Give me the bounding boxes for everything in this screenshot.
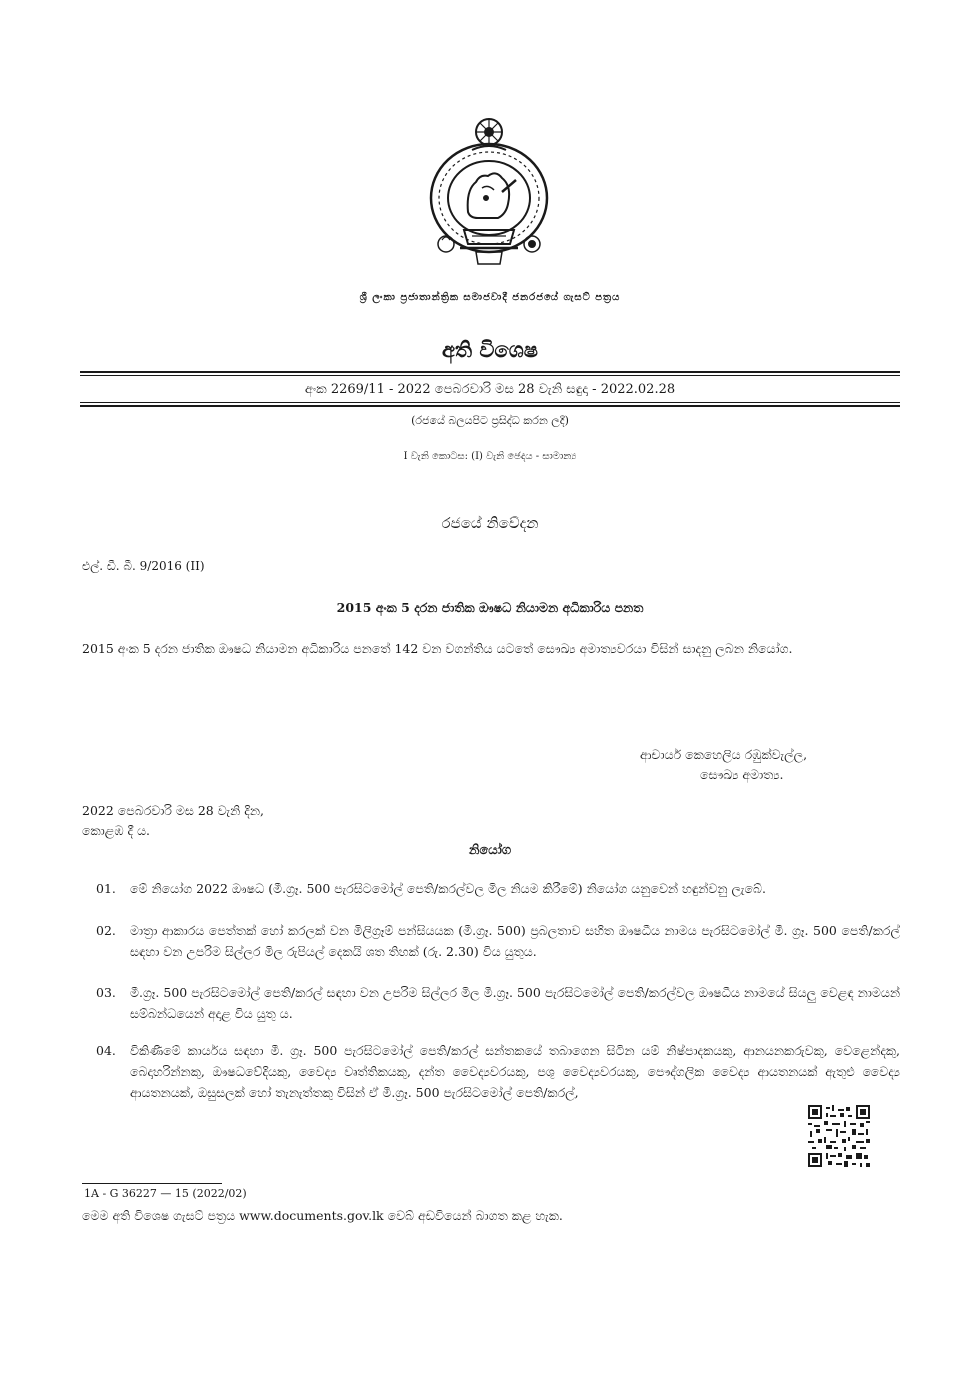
section-title: රජයේ නිවේදන — [441, 514, 539, 532]
clause-number: 03. — [96, 985, 116, 1000]
date-line: 2022 පෙබරවාරි මස 28 වැනි දින, — [82, 803, 264, 818]
header-rule-top-thin — [80, 375, 900, 376]
clause-text: මාත්‍රා ආකාරය පෙත්තක් හෝ කරලක් වන මිලිග්‍රෑම් පන්සියයක (මී.ග්‍රෑ. 500) ප්‍රබලතාව සහිත ඖෂධීය නාමය පැරසිටමෝල් මී. ග්‍රෑ. 500 පෙති/කරල් සඳහා වන උපරිම සිල්ලර මිල රුපියල් දෙකයි ශත තිහක් (රු. 2.30) විය යුතුය. — [130, 923, 900, 959]
header-rule-bottom — [80, 405, 900, 407]
signer-name: ආචාර්ය කෙහෙලිය රඹුක්වැල්ල, — [640, 747, 808, 762]
clause-number: 02. — [96, 923, 116, 938]
act-title: 2015 අංක 5 දරන ජාතික ඖෂධ නියාමන අධිකාරිය පනත — [336, 600, 644, 615]
clause-item — [96, 982, 900, 1026]
footnote-rule — [82, 1183, 222, 1184]
clause-text: විකිණීමේ කාර්යය සඳහා මී. ග්‍රෑ. 500 පැරසිටමෝල් පෙති/කරල් සන්තකයේ තබාගෙන සිටින යම් නිෂ්පාදකයකු, ආනයනකරුවකු, වෙළෙන්දකු, බෙදාහරින්නකු, ඖෂධවේදියකු, වෛද්‍ය වෘත්තිකයකු, දන්ත වෛද්‍යවරයකු, පශු වෛද්‍යවරයකු, පෞද්ගලික වෛද්‍ය ආයතනයක් ඇතුළු වෛද්‍ය ආයතනයක්, ඔසුසලක් හෝ තැනැත්තකු විසින් ඒ මී.ග්‍රෑ. 500 පැරසිටමෝල් පෙති/කරල්, — [130, 1043, 900, 1100]
national-emblem-icon — [416, 112, 562, 268]
clause-number: 01. — [96, 881, 116, 896]
website-note: මෙම අති විශෙෂ ගැසට් පත්‍රය www.documents.gov.lk වෙබ් අඩවියෙන් බාගත කළ හැක. — [82, 1208, 563, 1223]
signer-title: සෞඛ්‍ය අමාත්‍ය. — [700, 767, 784, 782]
clause-item — [96, 1040, 900, 1104]
part-title: I වැනි කොටස: (I) වැනි ඡෙදය - සාමාන්‍ය — [403, 451, 577, 462]
orders-heading: නියෝග — [468, 843, 512, 858]
intro-paragraph: 2015 අංක 5 දරන ජාතික ඖෂධ නියාමන අධිකාරිය පනතේ 142 වන වගන්තිය යටතේ සෞඛ්‍ය අමාත්‍යවරයා විසින් සාදනු ලබන නියෝග. — [82, 641, 793, 656]
clause-number: 04. — [96, 1043, 116, 1058]
qr-code-icon — [808, 1105, 870, 1167]
gazette-title: ශ්‍රී ලංකා ප්‍රජාතාන්ත්‍රික සමාජවාදී ජනරජයේ ගැසට් පත්‍රය — [359, 292, 621, 303]
clause-text: මී.ග්‍රෑ. 500 පැරසිටමෝල් පෙති/කරල් සඳහා වන උපරිම සිල්ලර මිල මී.ග්‍රෑ. 500 පැරසිටමෝල් පෙති/කරල්වල ඖෂධීය නාමයේ සියලු වෙළඳ නාමයන් සම්බන්ධයෙන් අදාළ විය යුතු ය. — [130, 985, 900, 1021]
print-code: 1A - G 36227 — 15 (2022/02) — [84, 1187, 247, 1200]
issue-line: අංක 2269/11 - 2022 පෙබරවාරි මස 28 වැනි සඳුදා - 2022.02.28 — [304, 382, 676, 397]
gazette-subtitle: අති විශෙෂ — [442, 337, 538, 362]
place-line: කොළඹ දී ය. — [82, 823, 151, 838]
authority-line: (රජයේ බලයපිට ප්‍රසිද්ධ කරන ලදී) — [411, 414, 569, 427]
reference-number: එල්. ඩී. බී. 9/2016 (II) — [82, 559, 205, 573]
clause-text: මේ නියෝග 2022 ඖෂධ (මී.ග්‍රෑ. 500 පැරසිටමෝල් පෙති/කරල්වල මිල නියම කිරීමේ) නියෝග යනුවෙන් හඳුන්වනු ලැබේ. — [130, 881, 766, 896]
clause-item — [96, 878, 900, 900]
header-rule-bottom-thin — [80, 402, 900, 403]
clause-item — [96, 920, 900, 964]
header-rule-top — [80, 371, 900, 373]
